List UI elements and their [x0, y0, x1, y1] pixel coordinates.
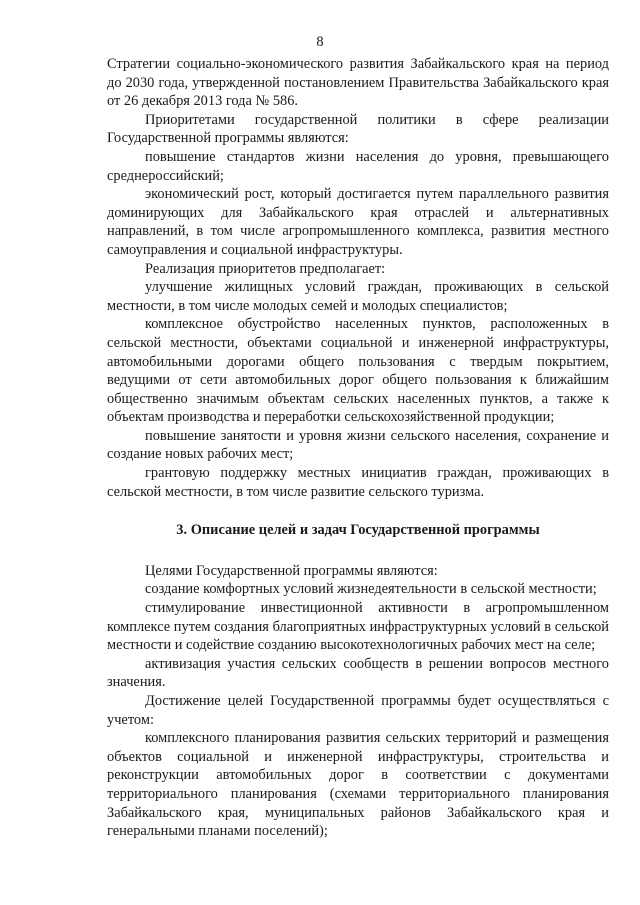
page-number: 8	[316, 34, 324, 50]
paragraph-employment: повышение занятости и уровня жизни сельского населения, сохранение и создание новых рабочих мест;	[107, 427, 609, 463]
paragraph-goals-intro: Целями Государственной программы являются:	[145, 562, 438, 579]
paragraph-priority-living-standards: повышение стандартов жизни населения до уровня, превышающего среднероссийский;	[107, 148, 609, 184]
document-body	[107, 55, 609, 841]
paragraph-goal-investment: стимулирование инвестиционной активности в агропромышленном комплексе путем создания благоприятных инфраструктурных условий в сельской местности и содействие созданию высокотехнологичных рабочих мест на селе;	[107, 600, 609, 654]
paragraph-priorities-intro: Приоритетами государственной политики в сфере реализации Государственной программы являются:	[107, 111, 609, 147]
paragraph-housing-conditions: улучшение жилищных условий граждан, проживающих в сельской местности, в том числе молодых семей и молодых специалистов;	[107, 279, 609, 314]
paragraph-priority-economic-growth: экономический рост, который достигается путем параллельного развития доминирующих для Забайкальского края отраслей и альтернативных направлений, в том числе агропромышленного комплекса, развития местного самоуправления и социальной инфраструктуры.	[107, 186, 609, 258]
paragraph-planning: комплексного планирования развития сельских территорий и размещения объектов социальной и инженерной инфраструктуры, строительства и реконструкции автомобильных дорог в соответствии с документами территориального планирования (схемами территориального планирования Забайкальского края, муниципальных районов Забайкальского края и генеральными планами поселений);	[107, 730, 609, 840]
paragraph-achievement-intro: Достижение целей Государственной программы будет осуществляться с учетом:	[107, 693, 609, 728]
paragraph-strategy-reference: Стратегии социально-экономического развития Забайкальского края на период до 2030 года, утвержденной постановлением Правительства Забайкальского края от 26 декабря 2013 года № 586.	[107, 56, 609, 110]
paragraph-goal-comfort: создание комфортных условий жизнедеятельности в сельской местности;	[145, 581, 597, 598]
paragraph-goal-communities: активизация участия сельских сообществ в решении вопросов местного значения.	[107, 655, 609, 691]
paragraph-implementation-intro: Реализация приоритетов предполагает:	[145, 260, 386, 277]
paragraph-grant-support: грантовую поддержку местных инициатив граждан, проживающих в сельской местности, в том числе развитие сельского туризма.	[107, 465, 609, 500]
section-heading: 3. Описание целей и задач Государственной программы	[176, 522, 540, 539]
paragraph-settlement-development: комплексное обустройство населенных пунктов, расположенных в сельской местности, объектами социальной и инженерной инфраструктуры, автомобильными дорогами общего пользования с твердым покрытием, ведущими от сети автомобильных дорог общего пользования к ближайшим общественно значимым объектам сельских населенных пунктов, а также к объектам производства и переработки сельскохозяйственной продукции;	[107, 316, 609, 426]
